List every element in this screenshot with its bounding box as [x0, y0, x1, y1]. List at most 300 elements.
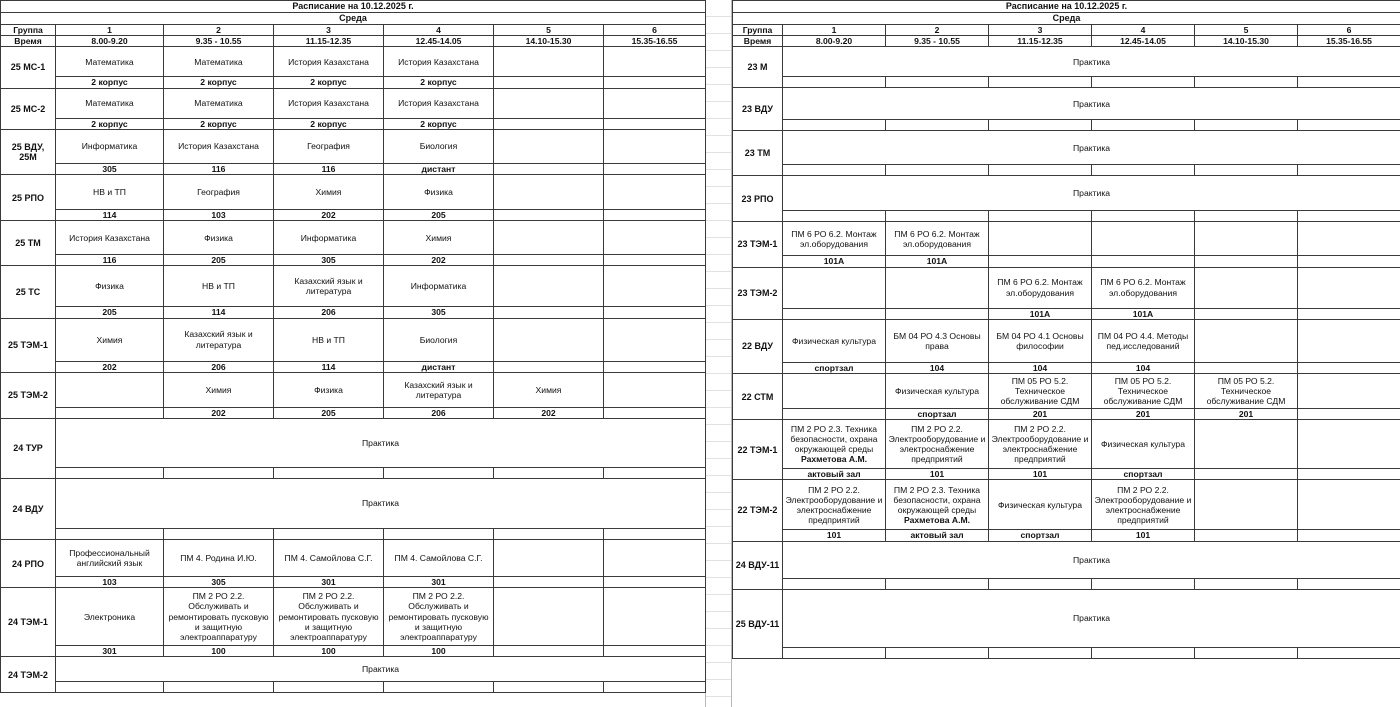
empty-cell[interactable] — [604, 318, 706, 361]
room-cell — [164, 468, 274, 479]
room-cell: 301 — [384, 577, 494, 588]
practice-cell[interactable]: Практика — [783, 176, 1400, 211]
lesson-cell[interactable] — [1092, 319, 1195, 362]
lesson-subject: География — [197, 186, 240, 197]
lesson-cell[interactable] — [274, 318, 384, 361]
lesson-subject: Информатика — [410, 281, 467, 292]
room-cell — [989, 647, 1092, 658]
room-cell — [56, 682, 164, 693]
group-cell: 22 ТЭМ-2 — [733, 480, 783, 541]
pair-time: 15.35-16.55 — [1298, 36, 1400, 47]
lesson-cell[interactable] — [989, 374, 1092, 409]
lesson-cell[interactable] — [384, 266, 494, 307]
lesson-cell[interactable] — [56, 47, 164, 77]
practice-cell[interactable]: Практика — [56, 657, 706, 682]
lesson-cell[interactable] — [164, 129, 274, 163]
empty-cell[interactable] — [604, 47, 706, 77]
lesson-subject: ПМ 2 РО 2.3. Техника безопасности, охрана окружающей среды — [790, 423, 878, 455]
room-cell — [494, 118, 604, 129]
empty-cell[interactable] — [1298, 480, 1400, 530]
lesson-cell[interactable] — [274, 88, 384, 118]
group-cell: 24 РПО — [1, 540, 56, 588]
room-cell — [384, 468, 494, 479]
lesson-subject: НВ и ТП — [312, 334, 345, 345]
room-cell — [783, 77, 886, 88]
room-cell — [604, 307, 706, 318]
room-cell — [1298, 211, 1400, 222]
room-cell — [1298, 362, 1400, 373]
empty-cell[interactable] — [783, 374, 886, 409]
room-cell: 103 — [164, 210, 274, 221]
practice-cell[interactable]: Практика — [783, 88, 1400, 120]
schedule-title: Расписание на 10.12.2025 г. — [1, 1, 706, 13]
empty-cell[interactable] — [1195, 267, 1298, 308]
lesson-subject: Физика — [424, 186, 453, 197]
room-cell: 104 — [886, 362, 989, 373]
lesson-cell[interactable] — [384, 318, 494, 361]
pair-number: 5 — [1195, 25, 1298, 36]
room-cell — [1195, 308, 1298, 319]
time-header: Время — [733, 36, 783, 47]
lesson-cell[interactable] — [989, 267, 1092, 308]
room-cell — [494, 682, 604, 693]
lesson-cell[interactable] — [384, 129, 494, 163]
lesson-subject: История Казахстана — [178, 141, 259, 152]
room-cell — [1092, 120, 1195, 131]
lesson-cell[interactable] — [274, 540, 384, 577]
room-cell: 100 — [164, 646, 274, 657]
room-cell: 206 — [274, 307, 384, 318]
lesson-cell[interactable] — [384, 175, 494, 210]
lesson-subject: Казахский язык и литература — [404, 379, 473, 400]
lesson-cell[interactable] — [886, 374, 989, 409]
lesson-cell[interactable] — [1195, 374, 1298, 409]
group-cell: 23 ТЭМ-2 — [733, 267, 783, 319]
lesson-cell[interactable] — [1092, 267, 1195, 308]
lesson-subject: История Казахстана — [398, 56, 479, 67]
empty-cell[interactable] — [1298, 267, 1400, 308]
lesson-subject: Профессиональный английский язык — [69, 547, 150, 569]
lesson-cell[interactable] — [56, 540, 164, 577]
room-cell — [1298, 409, 1400, 420]
group-cell: 25 ТМ — [1, 221, 56, 266]
room-cell: 205 — [274, 407, 384, 418]
room-cell — [274, 682, 384, 693]
lesson-cell[interactable] — [989, 319, 1092, 362]
room-cell — [494, 646, 604, 657]
lesson-cell[interactable] — [384, 372, 494, 407]
lesson-subject: Физическая культура — [998, 499, 1082, 510]
room-cell — [886, 165, 989, 176]
room-cell: актовый зал — [886, 530, 989, 541]
lesson-cell[interactable] — [384, 221, 494, 255]
lesson-cell[interactable] — [56, 88, 164, 118]
lesson-subject: ПМ 05 РО 5.2. Техническое обслуживание СДМ — [1000, 375, 1080, 407]
lesson-subject: Казахский язык и литература — [294, 276, 363, 297]
room-cell — [604, 577, 706, 588]
room-cell: 2 корпус — [56, 118, 164, 129]
lesson-cell[interactable] — [494, 372, 604, 407]
lesson-cell[interactable] — [886, 319, 989, 362]
lesson-cell[interactable] — [886, 480, 989, 530]
room-cell — [783, 165, 886, 176]
lesson-subject: ПМ 2 РО 2.2. Электрооборудование и электроснабжение предприятий — [785, 484, 883, 526]
empty-cell[interactable] — [494, 129, 604, 163]
right-schedule-table — [732, 0, 1400, 659]
empty-cell[interactable] — [1195, 480, 1298, 530]
room-cell: 301 — [56, 646, 164, 657]
room-cell: дистант — [384, 361, 494, 372]
room-cell — [494, 468, 604, 479]
empty-cell[interactable] — [604, 221, 706, 255]
room-cell — [164, 682, 274, 693]
room-cell: 100 — [274, 646, 384, 657]
lesson-cell[interactable] — [384, 88, 494, 118]
practice-cell[interactable]: Практика — [783, 47, 1400, 77]
room-cell: 205 — [56, 307, 164, 318]
room-cell — [604, 646, 706, 657]
room-cell: 2 корпус — [384, 118, 494, 129]
empty-cell[interactable] — [1298, 319, 1400, 362]
lesson-cell[interactable] — [56, 266, 164, 307]
room-cell — [989, 165, 1092, 176]
lesson-cell[interactable] — [886, 222, 989, 256]
room-cell: 202 — [56, 361, 164, 372]
lesson-cell[interactable] — [164, 47, 274, 77]
lesson-cell[interactable] — [989, 420, 1092, 469]
lesson-subject: Математика — [194, 56, 243, 67]
room-cell — [886, 120, 989, 131]
lesson-cell[interactable] — [274, 47, 384, 77]
lesson-subject: История Казахстана — [69, 232, 150, 243]
room-cell — [56, 468, 164, 479]
group-cell: 22 СТМ — [733, 374, 783, 420]
empty-cell[interactable] — [494, 540, 604, 577]
room-cell — [1092, 211, 1195, 222]
empty-cell[interactable] — [1195, 319, 1298, 362]
lesson-subject: Химия — [205, 384, 232, 395]
lesson-cell[interactable] — [384, 47, 494, 77]
room-cell — [604, 210, 706, 221]
room-cell: 202 — [274, 210, 384, 221]
empty-cell[interactable] — [604, 588, 706, 646]
lesson-subject: БМ 04 РО 4.3 Основы права — [893, 330, 981, 351]
lesson-cell[interactable] — [56, 175, 164, 210]
pair-number: 6 — [604, 25, 706, 36]
lesson-subject: Физическая культура — [1101, 439, 1185, 450]
pair-number: 4 — [1092, 25, 1195, 36]
empty-cell[interactable] — [494, 221, 604, 255]
lesson-cell[interactable] — [164, 175, 274, 210]
room-cell: 205 — [164, 255, 274, 266]
pair-time: 11.15-12.35 — [989, 36, 1092, 47]
lesson-subject: Физическая культура — [792, 335, 876, 346]
pair-number: 6 — [1298, 25, 1400, 36]
lesson-teacher: Рахметова А.М. — [903, 515, 971, 526]
group-cell: 25 ТС — [1, 266, 56, 318]
lesson-teacher: Рахметова А.М. — [800, 454, 868, 465]
lesson-subject: Физика — [95, 281, 124, 292]
room-cell: 305 — [164, 577, 274, 588]
empty-cell[interactable] — [494, 318, 604, 361]
lesson-cell[interactable] — [1092, 420, 1195, 469]
room-cell: дистант — [384, 163, 494, 174]
room-cell — [604, 361, 706, 372]
room-cell: 206 — [384, 407, 494, 418]
lesson-cell[interactable] — [1092, 480, 1195, 530]
lesson-cell[interactable] — [384, 540, 494, 577]
practice-cell[interactable]: Практика — [783, 589, 1400, 647]
lesson-subject: ПМ 4. Родина И.Ю. — [180, 552, 257, 563]
room-cell — [164, 529, 274, 540]
room-cell — [989, 211, 1092, 222]
room-cell — [886, 77, 989, 88]
lesson-subject: История Казахстана — [398, 98, 479, 108]
empty-cell[interactable] — [989, 222, 1092, 256]
room-cell — [1195, 120, 1298, 131]
room-cell — [1298, 469, 1400, 480]
empty-cell[interactable] — [604, 372, 706, 407]
lesson-cell[interactable] — [274, 129, 384, 163]
room-cell: 100 — [384, 646, 494, 657]
room-cell — [384, 682, 494, 693]
lesson-subject: ПМ 6 РО 6.2. Монтаж эл.оборудования — [791, 228, 877, 249]
room-cell — [1195, 469, 1298, 480]
lesson-cell[interactable] — [164, 540, 274, 577]
group-cell: 25 ТЭМ-2 — [1, 372, 56, 418]
room-cell — [494, 529, 604, 540]
room-cell — [604, 118, 706, 129]
room-cell — [56, 407, 164, 418]
room-cell: 202 — [494, 407, 604, 418]
room-cell: 301 — [274, 577, 384, 588]
lesson-subject: НВ и ТП — [93, 186, 126, 197]
group-cell: 25 ТЭМ-1 — [1, 318, 56, 372]
group-cell: 25 МС-1 — [1, 47, 56, 88]
room-cell — [1298, 530, 1400, 541]
room-cell: спортзал — [1092, 469, 1195, 480]
lesson-subject: Биология — [419, 334, 458, 345]
lesson-subject: ПМ 2 РО 2.2. Обслуживать и ремонтировать пусковую и защитную электроаппаратуру — [278, 591, 379, 643]
room-cell — [1195, 362, 1298, 373]
schedule-day: Среда — [1, 13, 706, 25]
empty-cell[interactable] — [494, 175, 604, 210]
room-cell — [494, 361, 604, 372]
room-cell: 101А — [1092, 308, 1195, 319]
group-cell: 25 ВДУ, 25М — [1, 129, 56, 174]
empty-cell[interactable] — [1092, 222, 1195, 256]
lesson-subject: Биология — [419, 141, 458, 152]
pair-time: 9.35 - 10.55 — [886, 36, 989, 47]
lesson-cell[interactable] — [164, 88, 274, 118]
room-cell — [989, 578, 1092, 589]
room-cell — [1092, 578, 1195, 589]
practice-cell[interactable]: Практика — [56, 419, 706, 468]
lesson-cell[interactable] — [783, 480, 886, 530]
lesson-cell[interactable] — [56, 318, 164, 361]
room-cell: 2 корпус — [164, 118, 274, 129]
lesson-cell[interactable] — [274, 221, 384, 255]
lesson-subject: ПМ 05 РО 5.2. Техническое обслуживание СДМ — [1103, 375, 1183, 407]
lesson-subject: Химия — [96, 334, 123, 345]
lesson-cell[interactable] — [384, 588, 494, 646]
pair-number: 1 — [783, 25, 886, 36]
lesson-subject: Физика — [314, 384, 343, 395]
room-cell: 114 — [164, 307, 274, 318]
lesson-subject: ПМ 4. Самойлова С.Г. — [284, 552, 373, 563]
lesson-cell[interactable] — [783, 420, 886, 469]
empty-cell[interactable] — [886, 267, 989, 308]
lesson-cell[interactable] — [989, 480, 1092, 530]
lesson-cell[interactable] — [56, 221, 164, 255]
room-cell: 104 — [1092, 362, 1195, 373]
room-cell — [1195, 165, 1298, 176]
room-cell: 202 — [384, 255, 494, 266]
room-cell — [604, 407, 706, 418]
empty-cell[interactable] — [494, 266, 604, 307]
pair-number: 3 — [274, 25, 384, 36]
room-cell: 104 — [989, 362, 1092, 373]
room-cell — [1298, 120, 1400, 131]
room-cell — [1195, 578, 1298, 589]
lesson-cell[interactable] — [783, 222, 886, 256]
empty-cell[interactable] — [1298, 374, 1400, 409]
pair-time: 8.00-9.20 — [783, 36, 886, 47]
pair-time: 9.35 - 10.55 — [164, 36, 274, 47]
empty-cell[interactable] — [56, 372, 164, 407]
empty-cell[interactable] — [1298, 222, 1400, 256]
room-cell — [886, 211, 989, 222]
lesson-subject: Математика — [194, 98, 243, 108]
room-cell — [274, 468, 384, 479]
lesson-cell[interactable] — [783, 319, 886, 362]
room-cell — [783, 578, 886, 589]
pair-number: 2 — [886, 25, 989, 36]
room-cell — [384, 529, 494, 540]
pair-number: 5 — [494, 25, 604, 36]
room-cell — [1195, 256, 1298, 267]
practice-cell[interactable]: Практика — [783, 541, 1400, 578]
pair-number: 2 — [164, 25, 274, 36]
room-cell — [494, 577, 604, 588]
lesson-cell[interactable] — [274, 266, 384, 307]
group-cell: 24 ТУР — [1, 419, 56, 479]
room-cell — [989, 77, 1092, 88]
empty-cell[interactable] — [604, 175, 706, 210]
pair-number: 4 — [384, 25, 494, 36]
lesson-subject: ПМ 2 РО 2.2. Электрооборудование и электроснабжение предприятий — [1094, 484, 1192, 526]
group-header: Группа — [733, 25, 783, 36]
empty-cell[interactable] — [604, 88, 706, 118]
room-cell — [1298, 165, 1400, 176]
lesson-subject: ПМ 05 РО 5.2. Техническое обслуживание СДМ — [1206, 375, 1286, 407]
lesson-cell[interactable] — [164, 318, 274, 361]
room-cell: 103 — [56, 577, 164, 588]
group-cell: 23 ТЭМ-1 — [733, 222, 783, 267]
lesson-cell[interactable] — [56, 129, 164, 163]
room-cell: 116 — [164, 163, 274, 174]
group-cell: 23 М — [733, 47, 783, 88]
lesson-cell[interactable] — [274, 372, 384, 407]
room-cell — [604, 468, 706, 479]
empty-cell[interactable] — [1195, 222, 1298, 256]
room-cell — [604, 529, 706, 540]
time-header: Время — [1, 36, 56, 47]
room-cell: 2 корпус — [164, 77, 274, 88]
empty-cell[interactable] — [783, 267, 886, 308]
lesson-cell[interactable] — [164, 372, 274, 407]
room-cell — [604, 77, 706, 88]
room-cell — [604, 682, 706, 693]
lesson-subject: Электроника — [83, 611, 136, 622]
schedule-day: Среда — [733, 13, 1400, 25]
empty-cell[interactable] — [1195, 420, 1298, 469]
room-cell — [783, 647, 886, 658]
group-cell: 24 ВДУ — [1, 479, 56, 540]
room-cell: 114 — [274, 361, 384, 372]
room-cell: спортзал — [989, 530, 1092, 541]
room-cell — [494, 210, 604, 221]
group-cell: 22 ТЭМ-1 — [733, 420, 783, 480]
practice-cell[interactable]: Практика — [783, 131, 1400, 165]
lesson-cell[interactable] — [164, 266, 274, 307]
lesson-cell[interactable] — [886, 420, 989, 469]
lesson-subject: ПМ 2 РО 2.2. Обслуживать и ремонтировать пусковую и защитную электроаппаратуру — [388, 591, 489, 643]
room-cell — [274, 529, 384, 540]
room-cell: 2 корпус — [274, 118, 384, 129]
lesson-cell[interactable] — [274, 588, 384, 646]
empty-cell[interactable] — [604, 129, 706, 163]
room-cell: 101А — [886, 256, 989, 267]
lesson-subject: ПМ 4. Самойлова С.Г. — [394, 552, 483, 563]
empty-cell[interactable] — [494, 47, 604, 77]
room-cell — [1298, 77, 1400, 88]
lesson-cell[interactable] — [164, 588, 274, 646]
empty-cell[interactable] — [604, 266, 706, 307]
lesson-subject: Химия — [315, 186, 342, 197]
room-cell — [1195, 647, 1298, 658]
lesson-cell[interactable] — [56, 588, 164, 646]
lesson-cell[interactable] — [274, 175, 384, 210]
lesson-subject: ПМ 2 РО 2.3. Техника безопасности, охрана окружающей среды — [893, 484, 981, 515]
room-cell: 116 — [274, 163, 384, 174]
empty-cell[interactable] — [604, 540, 706, 577]
room-cell: 101А — [783, 256, 886, 267]
practice-cell[interactable]: Практика — [56, 479, 706, 529]
lesson-subject: История Казахстана — [288, 56, 369, 67]
room-cell — [494, 307, 604, 318]
room-cell — [604, 255, 706, 266]
room-cell — [1092, 647, 1195, 658]
empty-cell[interactable] — [1298, 420, 1400, 469]
lesson-cell[interactable] — [1092, 374, 1195, 409]
empty-cell[interactable] — [494, 88, 604, 118]
room-cell — [1195, 211, 1298, 222]
pair-time: 14.10-15.30 — [1195, 36, 1298, 47]
group-cell: 25 ВДУ-11 — [733, 589, 783, 658]
room-cell: 201 — [1092, 409, 1195, 420]
room-cell: спортзал — [886, 409, 989, 420]
empty-cell[interactable] — [494, 588, 604, 646]
lesson-subject: Химия — [425, 232, 452, 243]
room-cell — [1298, 578, 1400, 589]
group-cell: 23 РПО — [733, 176, 783, 222]
room-cell — [1195, 77, 1298, 88]
room-cell: 2 корпус — [56, 77, 164, 88]
room-cell: 2 корпус — [274, 77, 384, 88]
lesson-cell[interactable] — [164, 221, 274, 255]
pair-time: 12.45-14.05 — [1092, 36, 1195, 47]
